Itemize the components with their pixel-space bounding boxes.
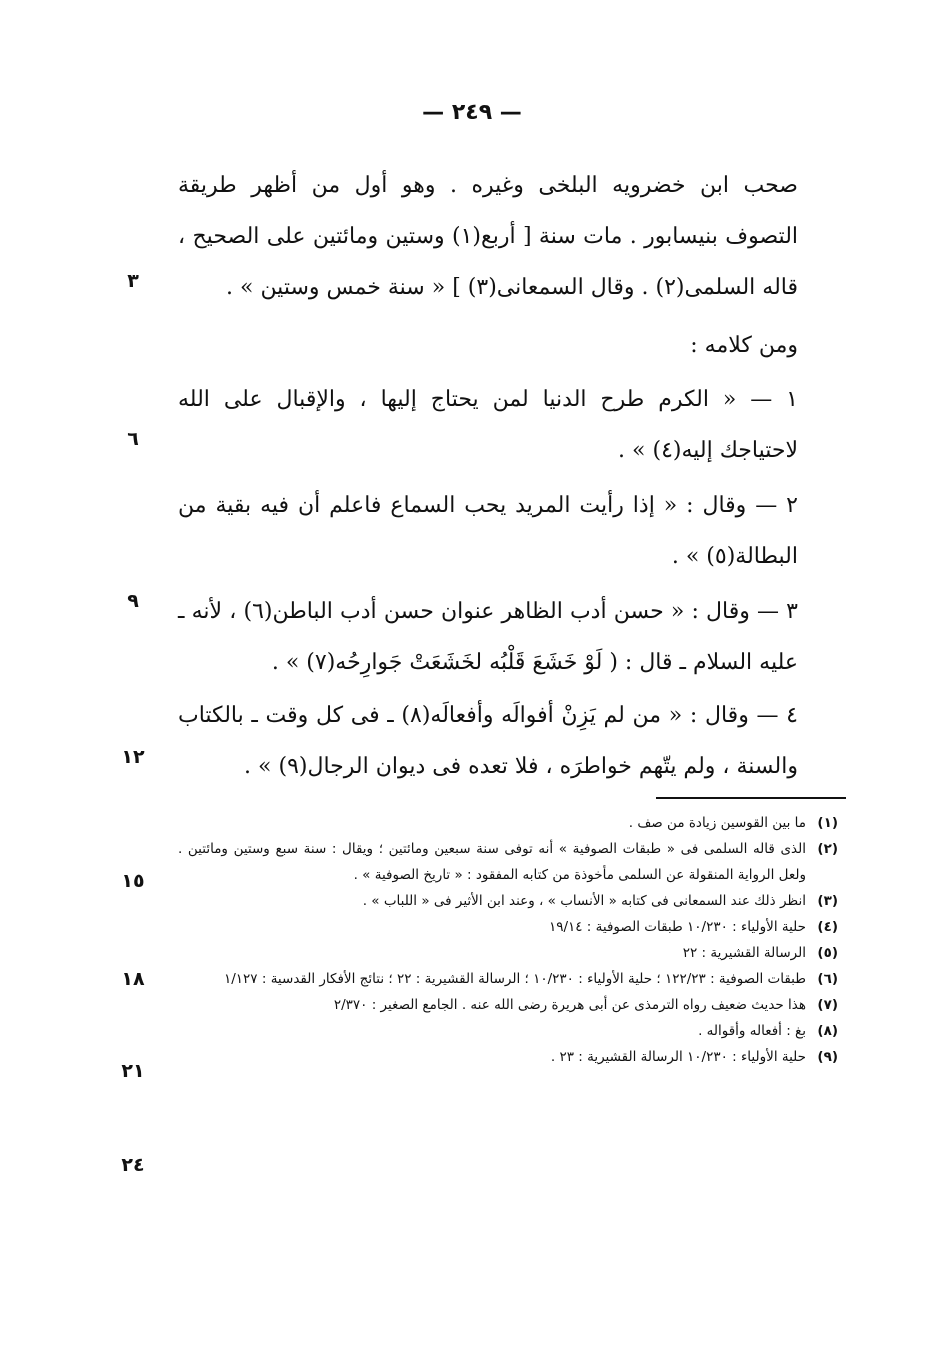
footnote-number: (٦) <box>817 971 838 987</box>
footnote-divider <box>656 797 846 799</box>
footnote <box>178 836 838 888</box>
footnote-text: هذا حديث ضعيف رواه الترمذى عن أبى هريرة رضى الله عنه . الجامع الصغير : ٢/٣٧٠ <box>333 997 806 1013</box>
line-number: ٣ <box>127 270 139 292</box>
footnote-text: انظر ذلك عند السمعانى فى كتابه « الأنساب » ، وعند ابن الأثير فى « اللباب » . <box>362 893 806 909</box>
intro-text: صحب ابن خضرويه البلخى وغيره . وهو أول من أظهر طريقة التصوف بنيسابور . مات سنة [ أربع(١) وستين ومائتين على الصحيح ، قاله السلمى(٢) . وقال السمعانى(٣) ] « سنة خمس وستين » . <box>178 173 799 300</box>
footnote-number: (١) <box>817 815 838 831</box>
footnote <box>178 914 838 940</box>
footnote-text: الذى قاله السلمى فى « طبقات الصوفية » أنه توفى سنة سبعين ومائتين ؛ ويقال : سنة سبع وستين ومائتين . ولعل الرواية المنقولة عن السلمى مأخوذة من كتابه المفقود : « تاريخ الصوفية » . <box>178 841 806 883</box>
line-number: ١٥ <box>121 870 145 892</box>
footnote-number: (٣) <box>817 893 838 909</box>
saying-item <box>178 586 838 688</box>
footnote-text: حلية الأولياء : ١٠/٢٣٠ طبقات الصوفية : ١٩/١٤ <box>548 919 806 935</box>
saying-item <box>178 374 838 476</box>
line-number: ٢١ <box>121 1060 145 1082</box>
line-number: ١٢ <box>121 746 145 768</box>
footnote-number: (٧) <box>817 997 838 1013</box>
footnote <box>178 1018 838 1044</box>
footnote-number: (٩) <box>817 1049 838 1065</box>
line-number: ١٨ <box>121 968 145 990</box>
footnote <box>178 888 838 914</box>
line-number: ٦ <box>127 428 139 450</box>
saying-1: ١ — « الكرم طرح الدنيا لمن يحتاج إليها ، والإقبال على الله لاحتياجك إليه(٤) » . <box>178 387 798 463</box>
footnote-number: (٢) <box>817 841 838 857</box>
footnote <box>178 966 838 992</box>
page-number: — ٢٤٩ — <box>422 100 522 125</box>
footnote-number: (٥) <box>817 945 838 961</box>
footnote <box>178 1044 838 1070</box>
saying-item <box>178 480 838 582</box>
saying-3: ٣ — وقال : « حسن أدب الظاهر عنوان حسن أدب الباطن(٦) ، لأنه ـ عليه السلام ـ قال : ( لَوْ خَشَعَ قَلْبُه لخَشَعَتْ جَوارِحُه(٧) » . <box>178 599 798 675</box>
footnote-text: بغ : أفعاله وأقواله . <box>698 1023 806 1039</box>
heading-text: ومن كلامه : <box>690 333 798 358</box>
intro-paragraph <box>178 160 838 313</box>
footnote <box>178 992 838 1018</box>
footnote-text: الرسالة القشيرية : ٢٢ <box>682 945 806 961</box>
footnote-text: طبقات الصوفية : ١٢٢/٢٣ ؛ حلية الأولياء : ١٠/٢٣٠ ؛ الرسالة القشيرية : ٢٢ ؛ نتائج الأفكار القدسية : ١/١٢٧ <box>224 971 806 987</box>
line-number: ٩ <box>127 590 139 612</box>
saying-2: ٢ — وقال : « إذا رأيت المريد يحب السماع فاعلم أن فيه بقية من البطالة(٥) » . <box>178 493 798 569</box>
saying-4: ٤ — وقال : « من لم يَزِنْ أفوالَه وأفعالَه(٨) ـ فى كل وقت ـ بالكتاب والسنة ، ولم يتّهم خواطرَه ، فلا تعده فى ديوان الرجال(٩) » . <box>178 703 798 779</box>
line-number: ٢٤ <box>121 1154 145 1176</box>
footnote-number: (٨) <box>817 1023 838 1039</box>
footnote <box>178 940 838 966</box>
footnote-text: ما بين القوسين زيادة من صف . <box>628 815 806 831</box>
footnote-number: (٤) <box>817 919 838 935</box>
section-heading <box>178 320 838 371</box>
footnote <box>178 810 838 836</box>
footnote-text: حلية الأولياء : ١٠/٢٣٠ الرسالة القشيرية : ٢٣ . <box>550 1049 806 1065</box>
saying-item <box>178 690 838 792</box>
footnotes-section <box>178 810 838 1070</box>
